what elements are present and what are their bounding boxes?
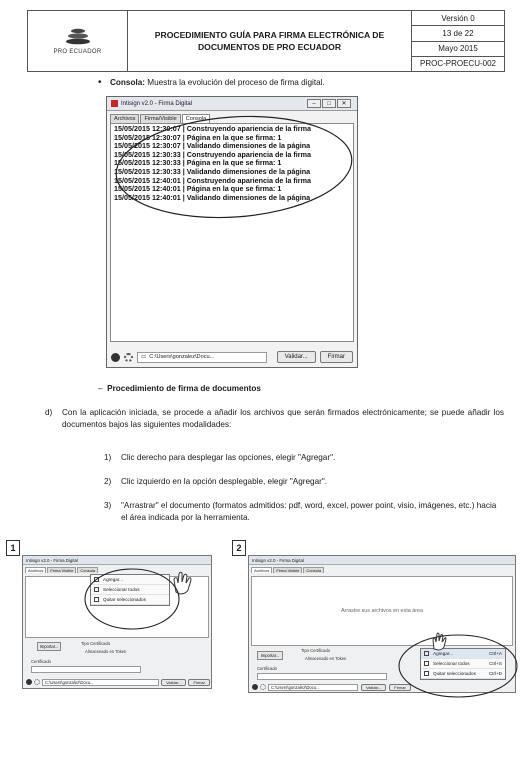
- tab-consola[interactable]: Consola: [182, 114, 211, 123]
- console-line: 15/05/2015 12:30:33 | Construyendo apariencia de la firma: [114, 149, 311, 159]
- sign-button[interactable]: Firmar: [320, 351, 353, 363]
- step-text: Clic derecho para desplegar las opciones, elegir "Agregar".: [121, 453, 336, 462]
- folder-icon: ▭: [141, 354, 147, 360]
- cert-type-label: Tipo Certificado: [301, 648, 331, 653]
- document-title: PROCEDIMIENTO GUÍA PARA FIRMA ELECTRÓNICA DE DOCUMENTOS DE PRO ECUADOR: [128, 11, 412, 71]
- step-number: 2): [104, 477, 112, 486]
- help-icon[interactable]: [26, 679, 32, 685]
- tab-firma-visible[interactable]: Firma Visible: [47, 567, 76, 573]
- help-icon[interactable]: [111, 353, 120, 362]
- maximize-icon[interactable]: □: [322, 99, 336, 108]
- console-line: 15/05/2015 12:40:01 | Construyendo apariencia de la firma: [114, 175, 311, 185]
- window-footer: [26, 677, 210, 687]
- step-number: 1): [104, 453, 112, 462]
- certificate-label: Certificado: [257, 666, 278, 671]
- tab-archivos[interactable]: Archivos: [110, 114, 139, 123]
- cert-type-label: Tipo Certificado: [81, 641, 111, 646]
- import-button[interactable]: Importar...: [257, 651, 283, 660]
- import-button[interactable]: Importar...: [37, 642, 61, 651]
- console-line: 15/05/2015 12:40:01 | Validando dimensiones de la página: [114, 192, 311, 202]
- menu-item-remove[interactable]: Quitar seleccionados Ctrl+D: [421, 669, 505, 679]
- tab-archivos[interactable]: Archivos: [25, 567, 46, 573]
- console-line: 15/05/2015 12:40:01 | Página en la que se firma: 1: [114, 184, 282, 194]
- figure-number: 1: [6, 540, 20, 556]
- window-footer: [107, 342, 357, 372]
- token-option[interactable]: Almacenado en Token: [305, 656, 347, 661]
- file-path-field[interactable]: C:\Users\gonzalez\Docu...: [268, 684, 358, 691]
- sign-button[interactable]: Firmar: [389, 684, 411, 691]
- close-icon[interactable]: ✕: [337, 99, 351, 108]
- window-title: Intisign v2.0 - Firma Digital: [249, 556, 515, 565]
- sign-button[interactable]: Firmar: [188, 679, 210, 686]
- step-text: "Arrastrar" el documento (formatos admitidos: pdf, word, excel, power point, visio, imágenes, etc.) hacia el área indicada por la herramienta.: [121, 501, 497, 522]
- para-letter: d): [45, 408, 53, 417]
- consola-bullet-text: Consola: Muestra la evolución del proceso de firma digital.: [110, 78, 325, 87]
- console-line: 15/05/2015 12:30:07 | Construyendo apariencia de la firma: [114, 124, 311, 133]
- step-text: Clic izquierdo en la opción desplegable, elegir "Agregar".: [121, 477, 328, 486]
- logo-text: PRO ECUADOR: [53, 49, 102, 55]
- certificate-label: Certificado: [31, 659, 52, 664]
- token-option[interactable]: Almacenado en Token: [85, 649, 127, 654]
- window-controls: [306, 99, 351, 108]
- drop-area-text: Arrastre sus archivos en esta área: [340, 608, 424, 614]
- window-title: Intisign v2.0 - Firma Digital: [23, 556, 211, 565]
- highlight-ellipse: [112, 113, 356, 223]
- menu-item-agregar[interactable]: Agregar... Ctrl+A: [421, 649, 505, 659]
- help-icon[interactable]: [252, 684, 258, 690]
- tab-consola[interactable]: Consola: [77, 567, 98, 573]
- file-path-field[interactable]: C:\Users\gonzalez\Docu...: [42, 679, 159, 686]
- menu-item-remove[interactable]: Quitar seleccionados: [91, 595, 169, 605]
- version: Versión 0: [412, 11, 504, 26]
- console-line: 15/05/2015 12:30:33 | Validando dimensiones de la página: [114, 166, 311, 176]
- certificate-field[interactable]: [31, 666, 141, 673]
- date: Mayo 2015: [412, 42, 504, 57]
- validate-button[interactable]: Validar...: [161, 679, 186, 686]
- tab-archivos[interactable]: Archivos: [251, 567, 272, 573]
- section-heading: – Procedimiento de firma de documentos: [98, 384, 261, 393]
- menu-item-select-all[interactable]: Seleccionar todos: [91, 585, 169, 595]
- document-header: [27, 10, 505, 72]
- minimize-icon[interactable]: –: [307, 99, 321, 108]
- menu-item-agregar[interactable]: Agregar...: [91, 575, 169, 585]
- highlight-ellipse: [396, 630, 520, 700]
- pro-ecuador-logo-icon: [65, 27, 91, 47]
- highlight-ellipse: [82, 566, 182, 632]
- validate-button[interactable]: Validar...: [361, 684, 386, 691]
- tab-consola[interactable]: Consola: [303, 567, 324, 573]
- gear-icon[interactable]: [34, 679, 40, 685]
- menu-item-select-all[interactable]: Seleccionar todos Ctrl+S: [421, 659, 505, 669]
- page-number: 13 de 22: [412, 26, 504, 41]
- para-d-text: Con la aplicación iniciada, se procede a añadir los archivos que serán firmados electrónicamente; se puede añadir los documentos bajos las siguientes modalidades:: [62, 408, 504, 429]
- dash-icon: –: [98, 384, 103, 393]
- window-tabs: [249, 565, 515, 573]
- validate-button[interactable]: Validar...: [277, 351, 316, 363]
- gear-icon[interactable]: [260, 684, 266, 690]
- gear-icon[interactable]: [124, 353, 133, 362]
- document-code: PROC-PROECU-002: [419, 59, 496, 69]
- tab-firma-visible[interactable]: Firma Visible: [273, 567, 302, 573]
- window-title: Intisign v2.0 - Firma Digital: [121, 100, 193, 107]
- logo: [28, 11, 128, 71]
- console-line: 15/05/2015 12:30:07 | Validando dimensiones de la página: [114, 141, 311, 151]
- step-number: 3): [104, 501, 112, 510]
- certificate-field[interactable]: [257, 673, 387, 680]
- app-icon: [111, 100, 118, 107]
- console-line: 15/05/2015 12:30:07 | Página en la que se firma: 1: [114, 132, 282, 142]
- document-meta: [412, 11, 504, 71]
- bullet-icon: •: [98, 77, 102, 88]
- figure-number: 2: [232, 540, 246, 556]
- file-path-field[interactable]: ▭ C:\Users\gonzalez\Docu...: [137, 352, 267, 363]
- console-line: 15/05/2015 12:30:33 | Página en la que se firma: 1: [114, 158, 282, 168]
- tab-firma-visible[interactable]: Firma/Visible: [140, 114, 180, 123]
